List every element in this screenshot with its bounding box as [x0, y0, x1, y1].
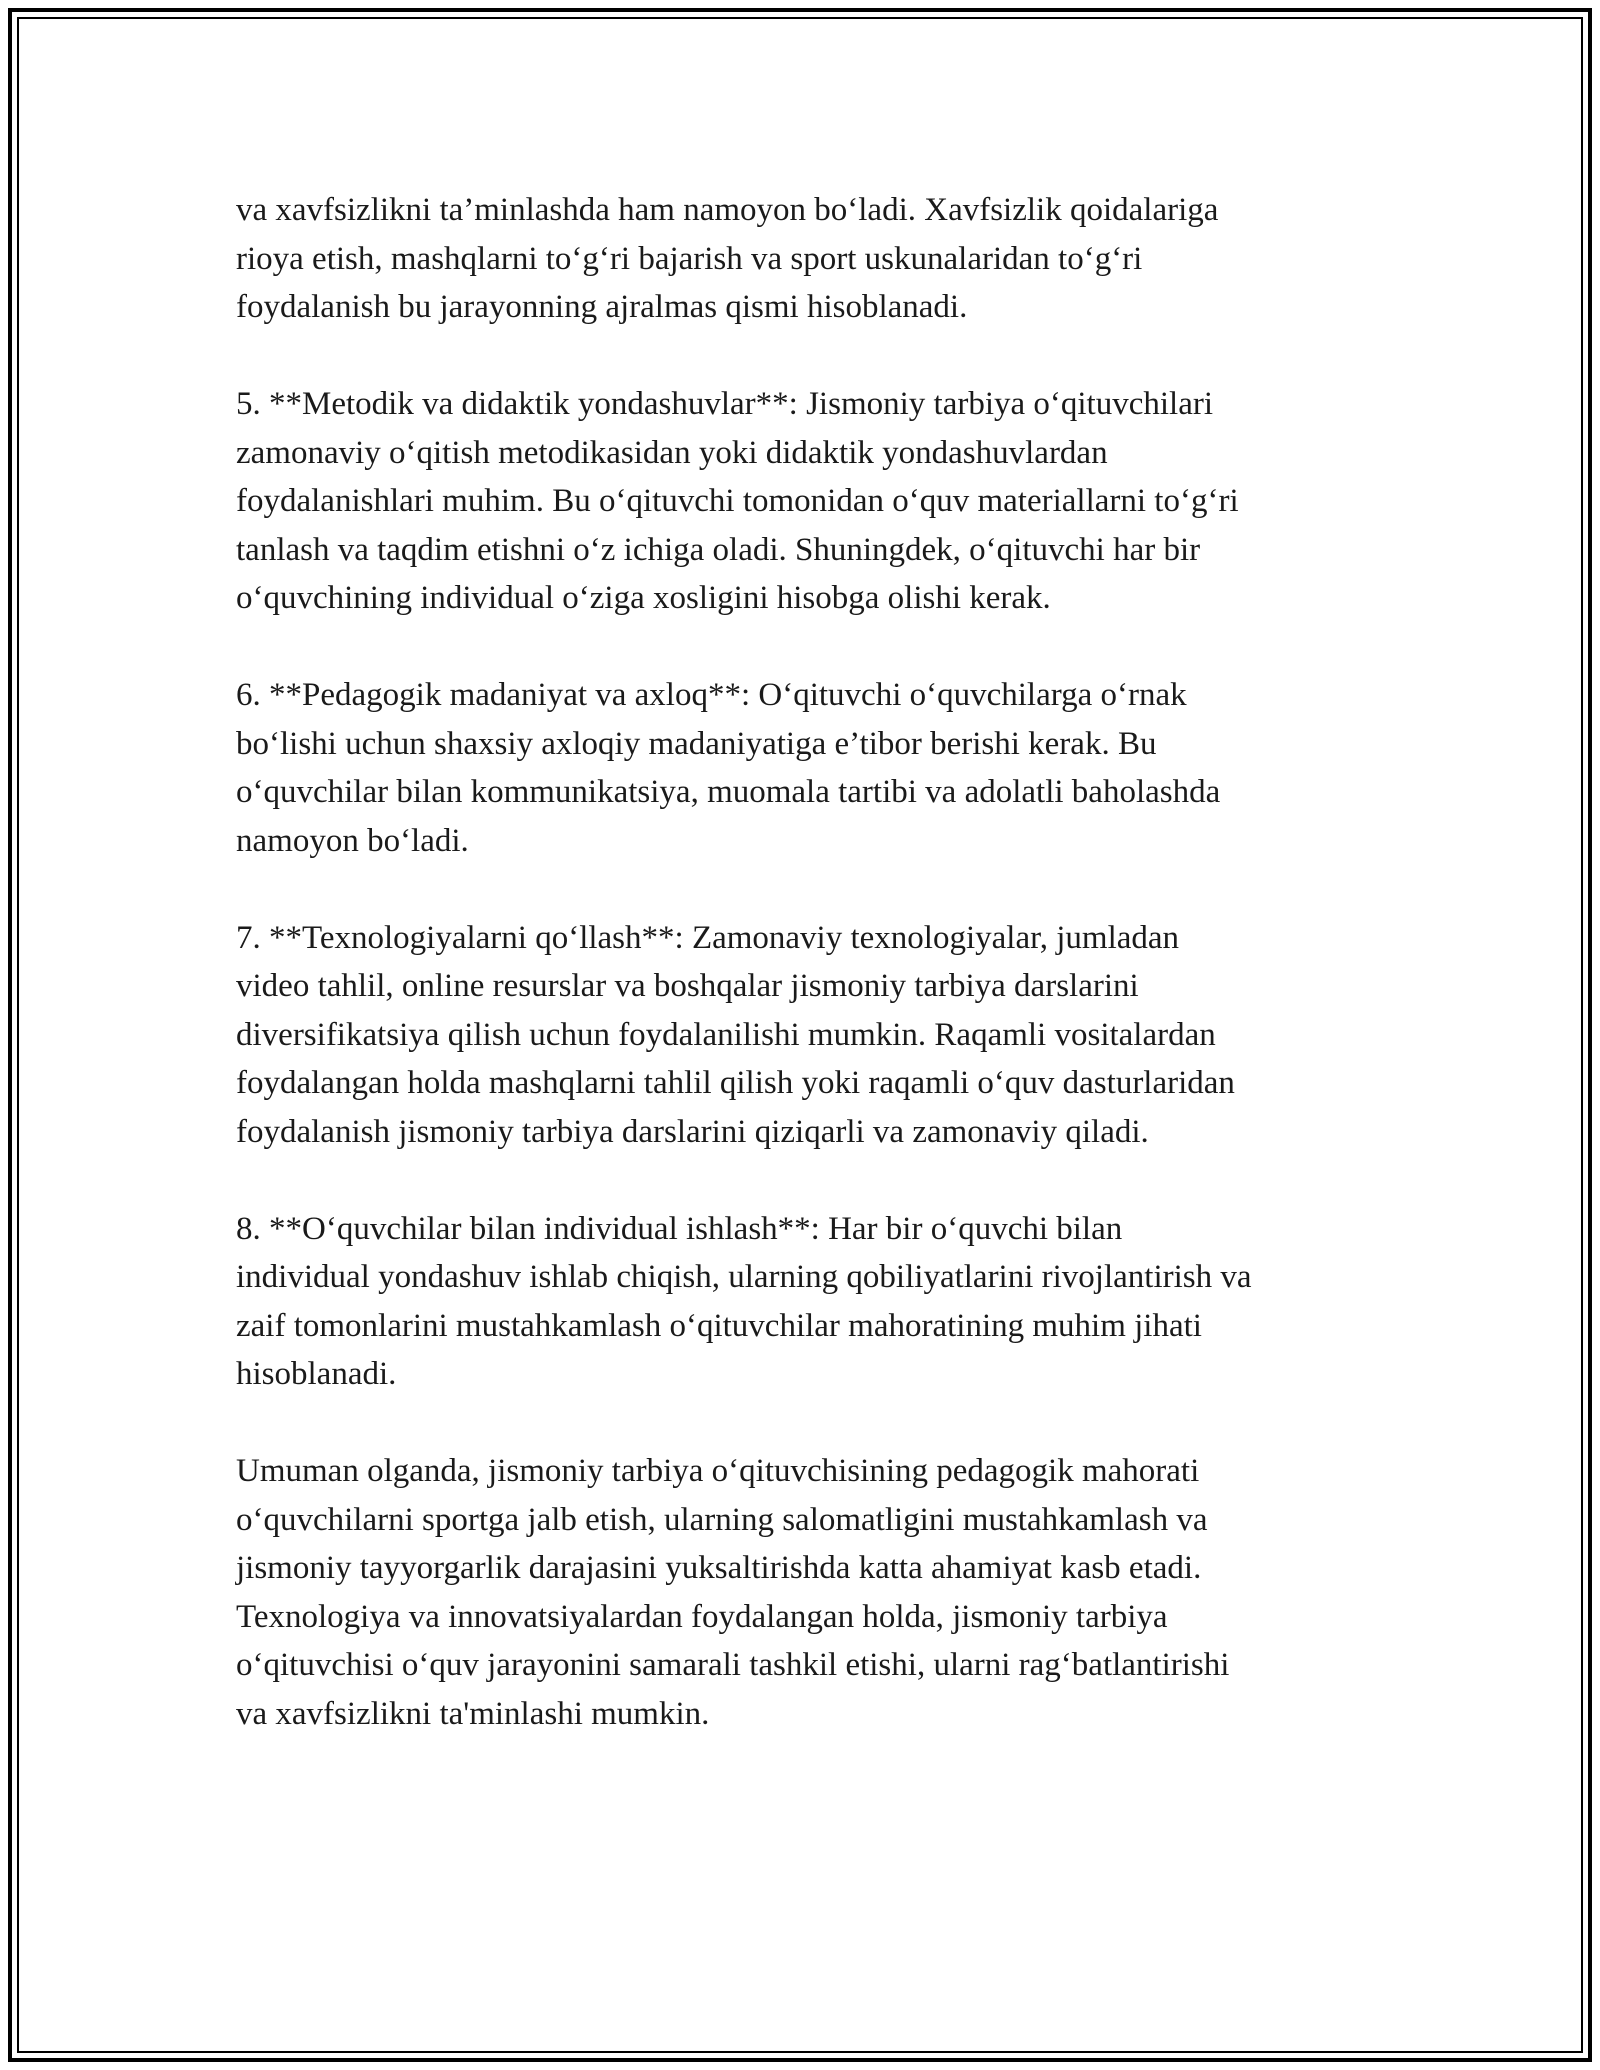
paragraph-methodical-approaches: 5. **Metodik va didaktik yondashuvlar**: Jismoniy tarbiya o‘qituvchilari zamonaviy o‘qitish metodikasidan yoki didaktik yondashuvlardan foydalanishlari muhim. Bu o‘qituvchi tomonidan o‘quv materiallarni to‘g‘ri tanlash va taqdim etishni o‘z ichiga oladi. Shuningdek, o‘qituvchi har bir o‘quvchining individual o‘ziga xosligini hisobga olishi kerak. [236, 386, 1239, 616]
paragraph-technology-use: 7. **Texnologiyalarni qo‘llash**: Zamonaviy texnologiyalar, jumladan video tahlil, online resurslar va boshqalar jismoniy tarbiya darslarini diversifikatsiya qilish uchun foydalanilishi mumkin. Raqamli vositalardan foydalangan holda mashqlarni tahlil qilish yoki raqamli o‘quv dasturlaridan foydalanish jismoniy tarbiya darslarini qiziqarli va zamonaviy qiladi. [236, 919, 1235, 1150]
paragraph-safety-continuation: va xavfsizlikni ta’minlashda ham namoyon bo‘ladi. Xavfsizlik qoidalariga rioya etish, mashqlarni to‘g‘ri bajarish va sport uskunalaridan to‘g‘ri foydalanish bu jarayonning ajralmas qismi hisoblanadi. [236, 192, 1219, 325]
paragraph-pedagogical-culture: 6. **Pedagogik madaniyat va axloq**: O‘qituvchi o‘quvchilarga o‘rnak bo‘lishi uchun shaxsiy axloqiy madaniyatiga e’tibor berishi kerak. Bu o‘quvchilar bilan kommunikatsiya, muomala tartibi va adolatli baholashda namoyon bo‘ladi. [236, 677, 1221, 859]
paragraph-individual-work: 8. **O‘quvchilar bilan individual ishlash**: Har bir o‘quvchi bilan individual yondashuv ishlab chiqish, ularning qobiliyatlarini rivojlantirish va zaif tomonlarini mustahkamlash o‘qituvchilar mahoratining muhim jihati hisoblanadi. [236, 1210, 1252, 1392]
document-body [236, 186, 1376, 1787]
paragraph-conclusion: Umuman olganda, jismoniy tarbiya o‘qituvchisining pedagogik mahorati o‘quvchilarni sportga jalb etish, ularning salomatligini mustahkamlash va jismoniy tayyorgarlik darajasini yuksaltirishda katta ahamiyat kasb etadi. Texnologiya va innovatsiyalardan foydalangan holda, jismoniy tarbiya o‘qituvchisi o‘quv jarayonini samarali tashkil etishi, ularni rag‘batlantirishi va xavfsizlikni ta'minlashi mumkin. [236, 1453, 1230, 1732]
